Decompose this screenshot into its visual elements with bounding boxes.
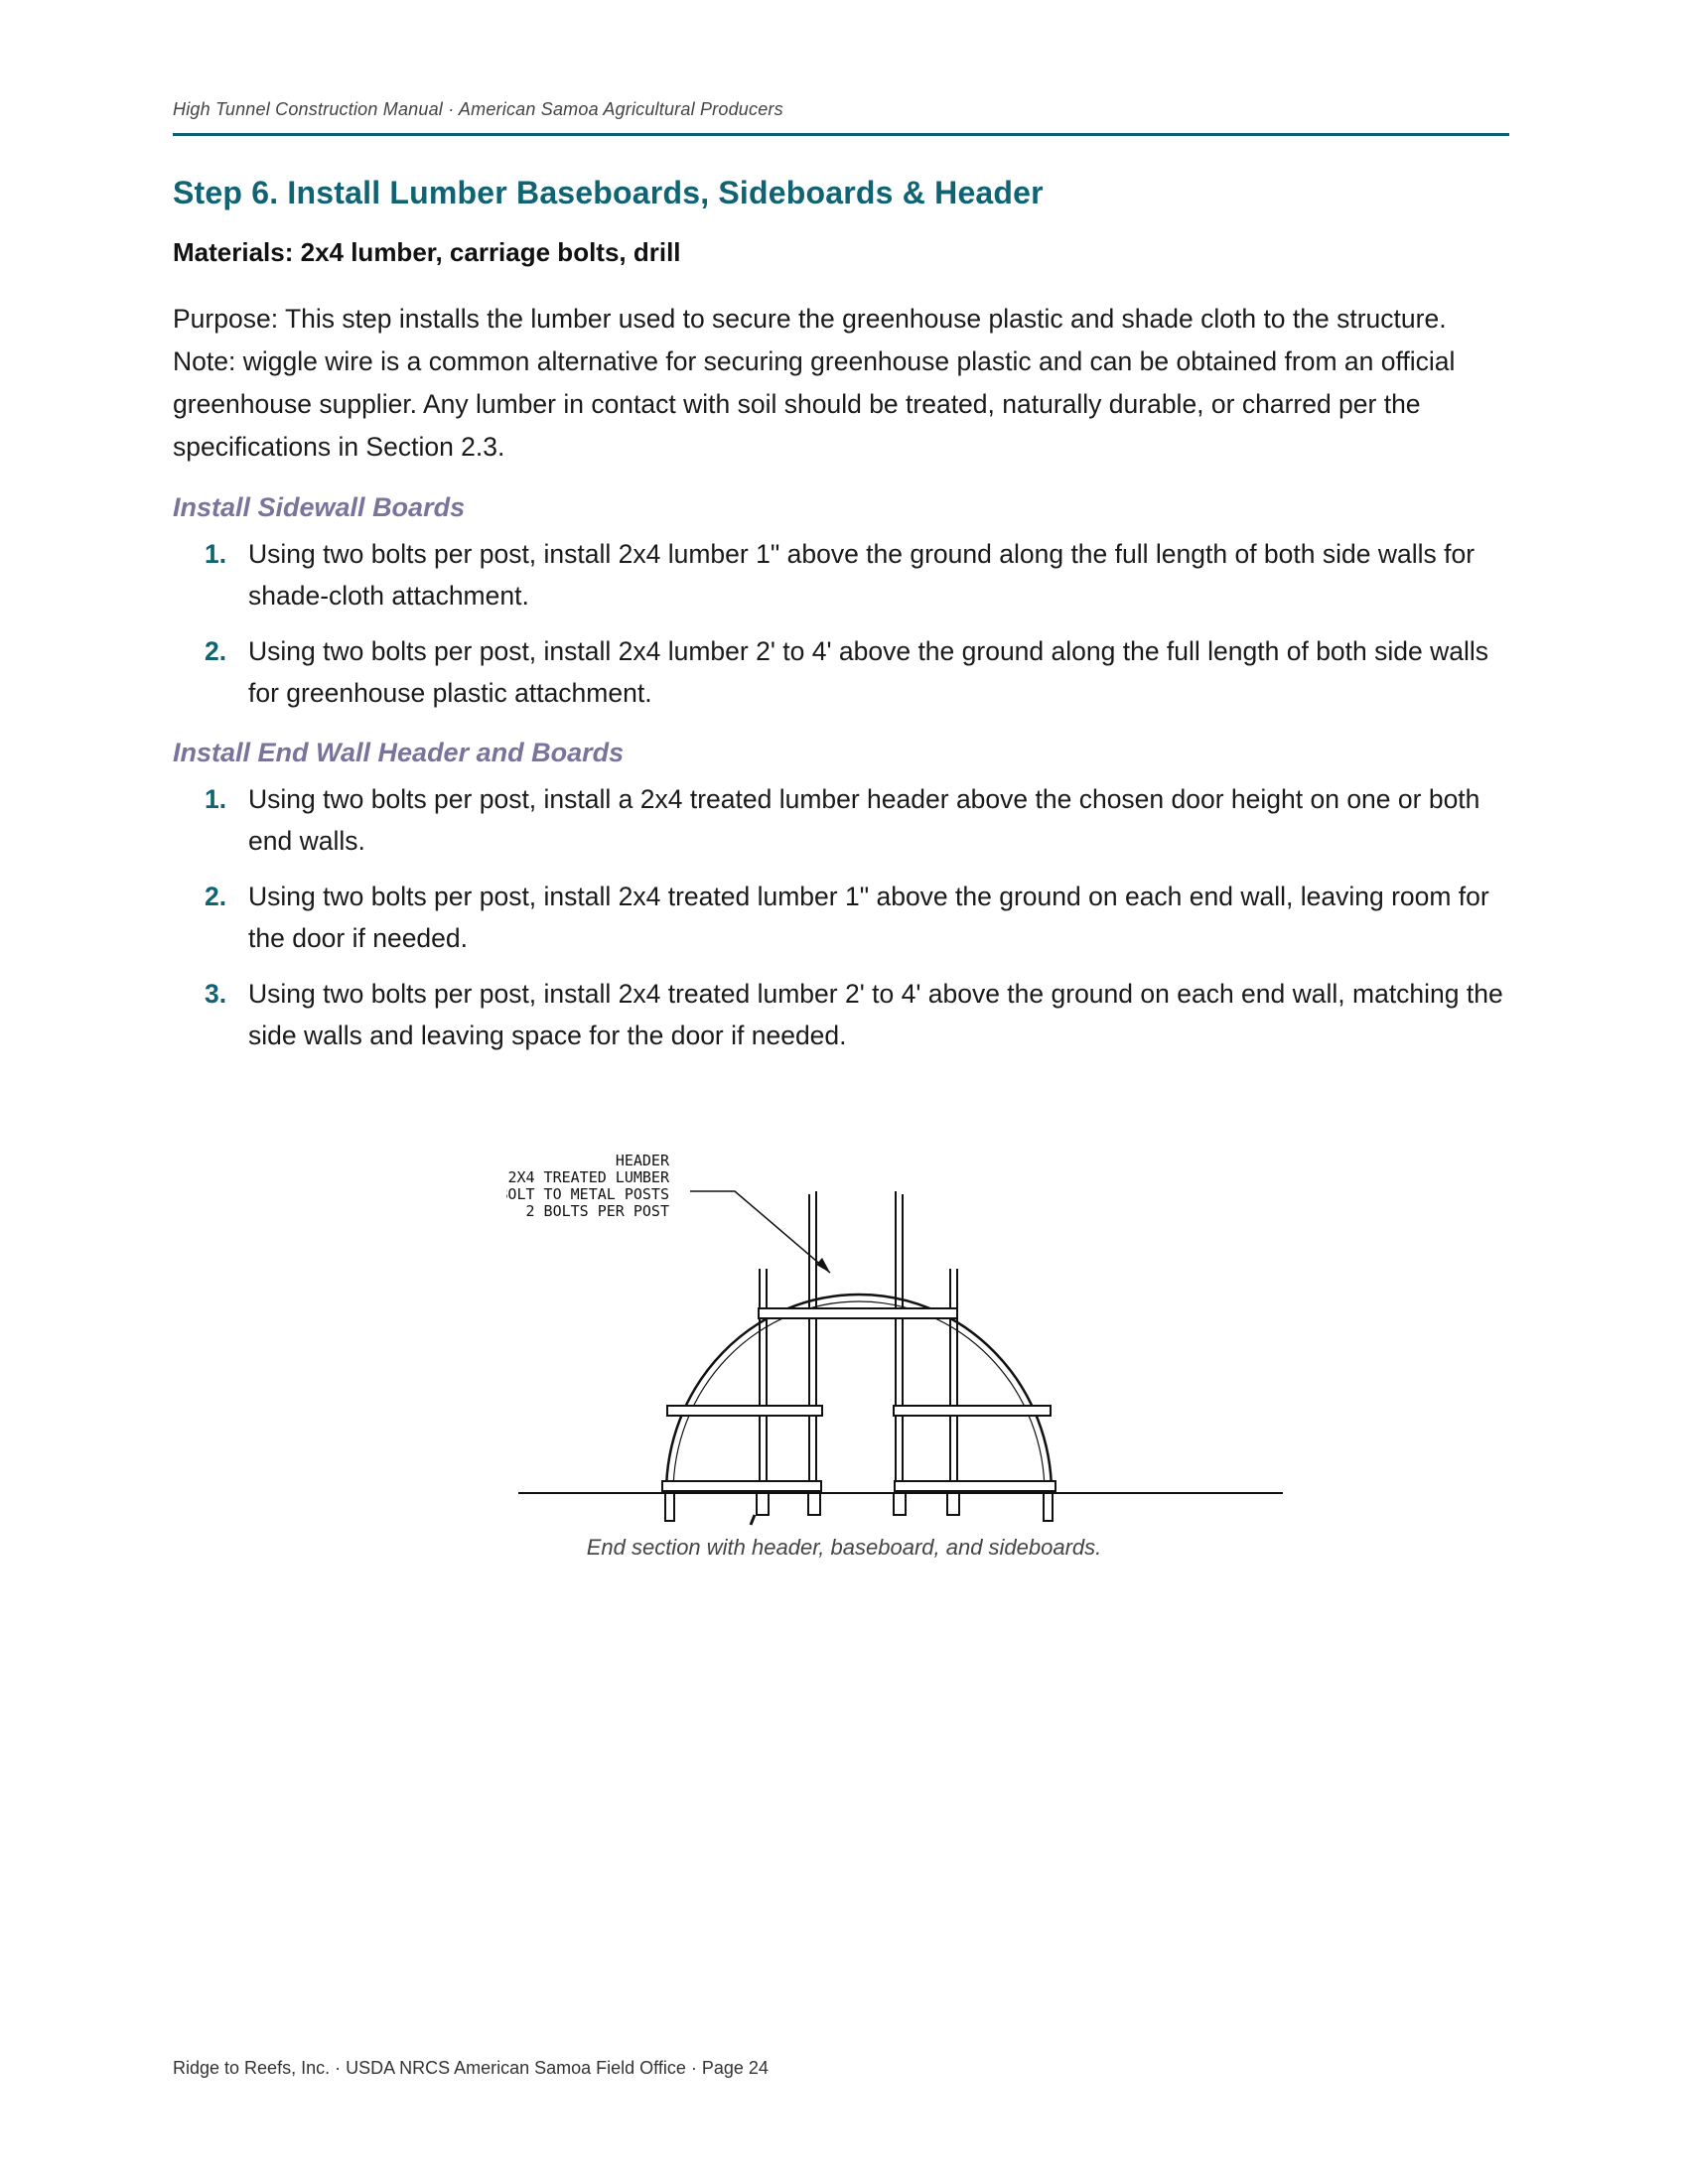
sideboard-right [894,1406,1051,1416]
list-item-text: Using two bolts per post, install a 2x4 treated lumber header above the chosen door height on one or both end walls. [248,784,1480,856]
ground-marker [751,1515,755,1525]
list-item [173,630,1503,714]
list-item-number: 1. [205,784,227,814]
list-item-text: Using two bolts per post, install 2x4 lumber 1" above the ground along the full length of both side walls for shade-cloth attachment. [248,539,1476,611]
list-item-text: Using two bolts per post, install 2x4 treated lumber 2' to 4' above the ground on each end wall, matching the side walls and leaving space for the door if needed. [248,979,1503,1050]
header-board [759,1308,957,1318]
page-footer: Ridge to Reefs, Inc. · USDA NRCS American Samoa Field Office · Page 24 [173,2058,769,2078]
section-heading-sidewall: Install Sidewall Boards [173,492,466,522]
list-item-text: Using two bolts per post, install 2x4 treated lumber 1" above the ground on each end wall, leaving room for the door if needed. [248,882,1489,953]
list-item-number: 1. [205,539,227,569]
list-item-number: 3. [205,979,227,1009]
list-item-text: Using two bolts per post, install 2x4 lumber 2' to 4' above the ground along the full length of both side walls for greenhouse plastic attachment. [248,636,1489,708]
sidewall-steps-list [173,533,1503,714]
figure-caption: End section with header, baseboard, and sideboards. [586,1535,1102,1560]
list-item-number: 2. [205,882,227,911]
callout-line-3: BOLT TO METAL POSTS [506,1185,669,1203]
post-footing [757,1493,769,1515]
post-footing [894,1493,906,1515]
callout-line-1: HEADER [615,1152,669,1169]
page-content [173,175,1503,1070]
hoop-arch [666,1295,1052,1493]
running-header: High Tunnel Construction Manual · American Samoa Agricultural Producers [173,99,783,119]
post-footing [665,1493,674,1521]
materials-line: Materials: 2x4 lumber, carriage bolts, drill [173,237,681,267]
callout-line-4: 2 BOLTS PER POST [525,1202,669,1220]
post-footing [947,1493,959,1515]
list-item [173,973,1503,1056]
step-title: Step 6. Install Lumber Baseboards, Sideboards & Header [173,175,1044,210]
endwall-steps-list [173,778,1503,1056]
section-heading-endwall: Install End Wall Header and Boards [173,738,625,767]
purpose-paragraph: Purpose: This step installs the lumber used to secure the greenhouse plastic and shade cloth to the structure. Note: wiggle wire is a common alternative for securing greenhouse plastic and can be obtained from an official greenhouse supplier. Any lumber in contact with soil should be treated, naturally durable, or charred per the specifications in Section 2.3. [173,304,1456,462]
list-item [173,778,1503,862]
post-footing [808,1493,820,1515]
end-section-figure [506,1132,1291,1588]
sideboard-left [667,1406,822,1416]
header-rule [173,133,1509,136]
baseboard-left [662,1481,821,1491]
post-footing [1044,1493,1053,1521]
list-item [173,876,1503,959]
list-item-number: 2. [205,636,227,666]
end-section-drawing [506,1132,1291,1569]
leader-arrowhead [816,1258,830,1273]
baseboard-right [895,1481,1055,1491]
callout-line-2: 2X4 TREATED LUMBER [507,1168,669,1186]
hoop-arch-inner [673,1301,1045,1493]
list-item [173,533,1503,616]
